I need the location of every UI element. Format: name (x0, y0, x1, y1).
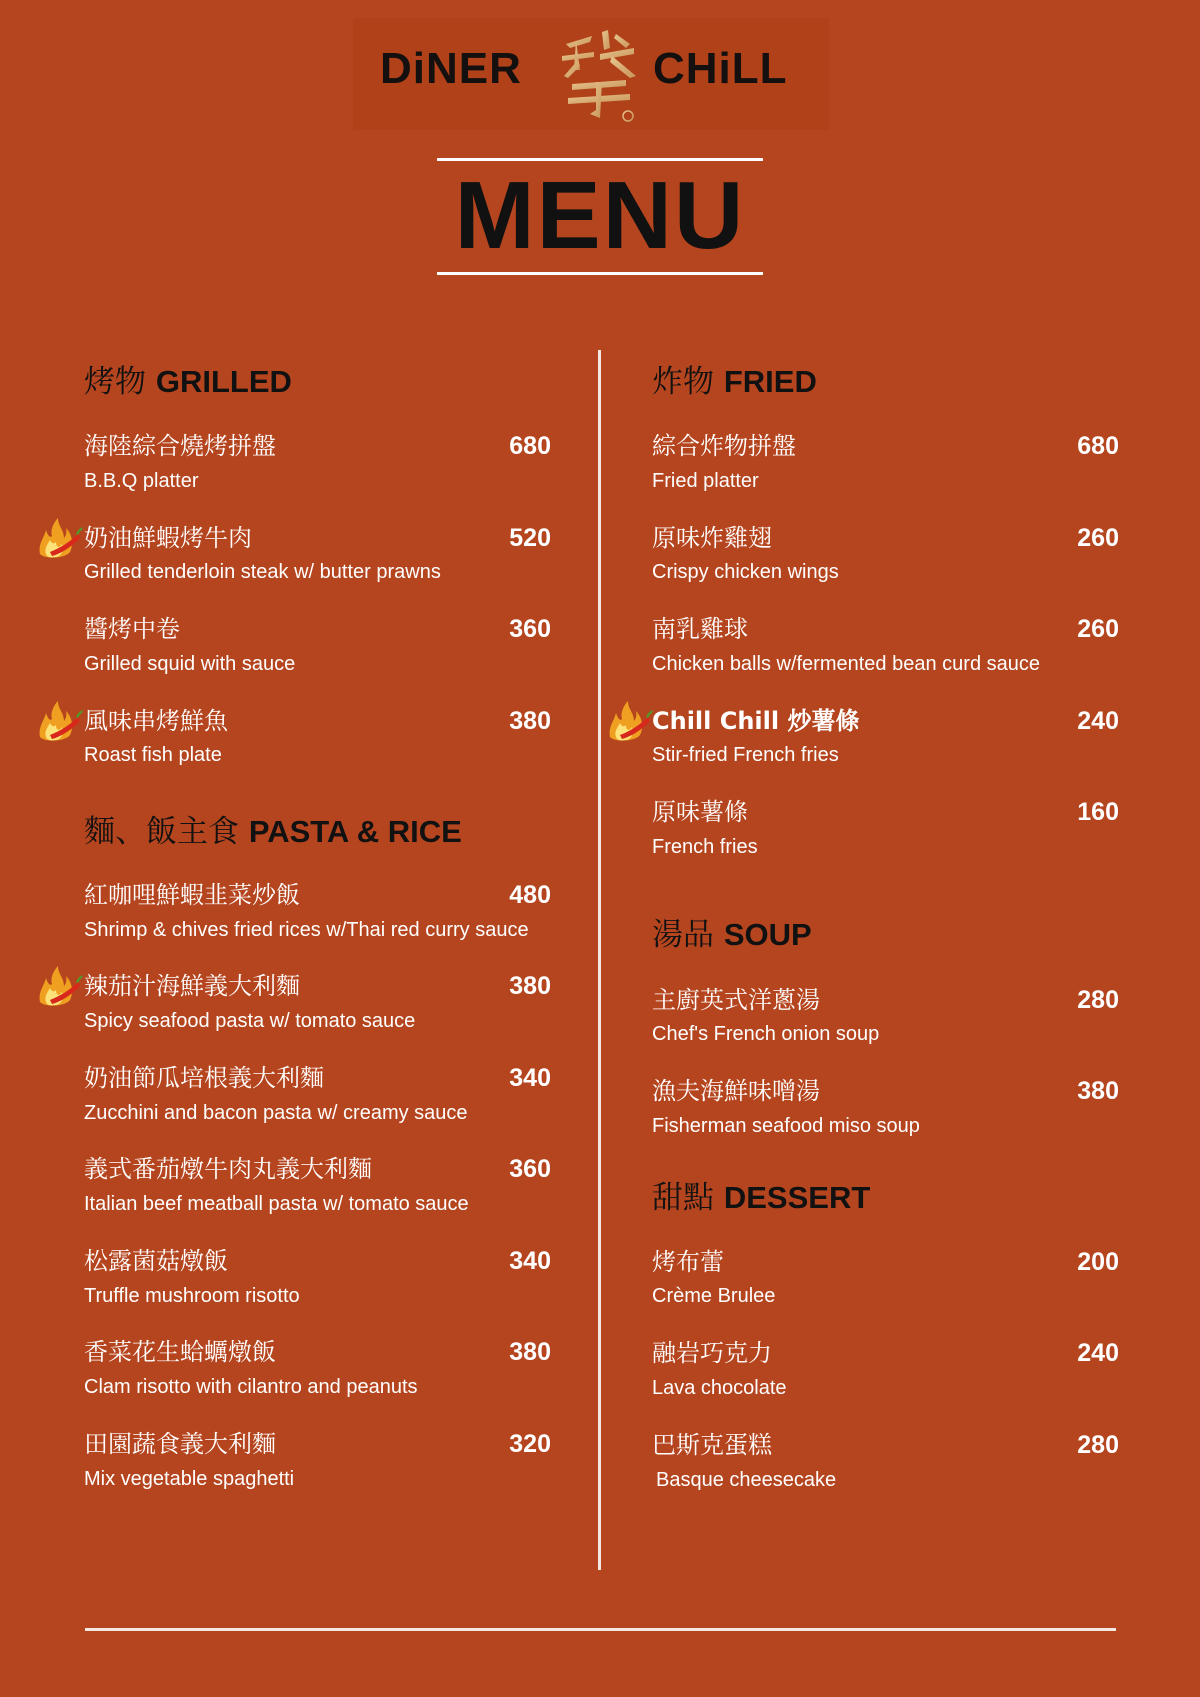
section-zh: 烤物 (84, 364, 146, 400)
section-heading-fried (652, 362, 817, 402)
item-price: 380 (509, 707, 551, 735)
item-name-zh: 醬烤中卷 (84, 615, 180, 643)
item-name-en: Grilled squid with sauce (84, 653, 296, 675)
item-name-en: Italian beef meatball pasta w/ tomato sauce (84, 1193, 469, 1215)
item-name-en: Mix vegetable spaghetti (84, 1468, 295, 1490)
section-heading-dessert (652, 1178, 870, 1218)
brand-name-right: CHiLL (653, 44, 788, 93)
item-name-zh: 紅咖哩鮮蝦韭菜炒飯 (84, 881, 300, 909)
title-top-rule (437, 158, 763, 161)
section-zh: 湯品 (652, 917, 714, 953)
item-name-zh: 原味炸雞翅 (652, 524, 772, 552)
item-price: 380 (1077, 1077, 1119, 1105)
item-price: 260 (1077, 524, 1119, 552)
item-price: 280 (1077, 986, 1119, 1014)
item-name-zh: 烤布蕾 (652, 1248, 724, 1276)
column-divider (598, 350, 601, 1570)
item-name-en: Fisherman seafood miso soup (652, 1115, 920, 1137)
item-name-zh: 巴斯克蛋糕 (652, 1431, 772, 1459)
item-name-zh: 南乳雞球 (652, 615, 748, 643)
item-price: 480 (509, 881, 551, 909)
item-name-zh: 奶油節瓜培根義大利麵 (84, 1064, 324, 1092)
item-name-en: Spicy seafood pasta w/ tomato sauce (84, 1010, 416, 1032)
section-en: DESSERT (723, 1180, 871, 1215)
item-price: 360 (509, 615, 551, 643)
item-name-zh: 辣茄汁海鮮義大利麵 (84, 972, 300, 1000)
item-price: 240 (1077, 1339, 1119, 1367)
item-name-zh: Chill Chill 炒薯條 (652, 707, 860, 735)
footer-rule (85, 1628, 1116, 1631)
item-name-zh: 綜合炸物拼盤 (652, 432, 796, 460)
item-name-en: Chicken balls w/fermented bean curd sauce (652, 653, 1040, 675)
item-price: 520 (509, 524, 551, 552)
flame-chili-icon (36, 962, 84, 1008)
item-price: 360 (509, 1155, 551, 1183)
item-name-en: Crispy chicken wings (652, 561, 839, 583)
item-name-en: Stir-fried French fries (652, 744, 839, 766)
item-price: 380 (509, 972, 551, 1000)
title-bottom-rule (437, 272, 763, 275)
item-name-en: French fries (652, 836, 758, 858)
item-price: 340 (509, 1064, 551, 1092)
page-title: MENU (454, 162, 746, 269)
section-en: PASTA & RICE (248, 814, 462, 849)
item-price: 280 (1077, 1431, 1119, 1459)
section-zh: 麵、飯主食 (84, 814, 239, 850)
item-name-zh: 奶油鮮蝦烤牛肉 (84, 524, 252, 552)
item-name-en: Basque cheesecake (656, 1469, 837, 1491)
flame-chili-icon (36, 697, 84, 743)
item-name-en: Roast fish plate (84, 744, 222, 766)
item-price: 240 (1077, 707, 1119, 735)
item-price: 380 (509, 1338, 551, 1366)
section-heading-grilled (84, 362, 292, 402)
item-price: 320 (509, 1430, 551, 1458)
item-name-zh: 海陸綜合燒烤拼盤 (84, 432, 276, 460)
section-zh: 甜點 (652, 1180, 714, 1216)
item-name-zh: 原味薯條 (652, 798, 748, 826)
section-heading-soup (652, 915, 812, 955)
flame-chili-icon (606, 697, 654, 743)
item-name-en: Truffle mushroom risotto (84, 1285, 300, 1307)
item-name-en: Grilled tenderloin steak w/ butter prawns (84, 561, 441, 583)
section-en: FRIED (723, 364, 817, 399)
item-name-en: Chef's French onion soup (652, 1023, 880, 1045)
item-name-en: Shrimp & chives fried rices w/Thai red curry sauce (84, 919, 529, 941)
flame-chili-icon (36, 514, 84, 560)
item-price: 340 (509, 1247, 551, 1275)
section-en: SOUP (723, 917, 812, 952)
item-name-zh: 主廚英式洋蔥湯 (652, 986, 820, 1014)
section-heading-pasta-rice (84, 812, 462, 852)
item-name-zh: 融岩巧克力 (652, 1339, 772, 1367)
item-price: 680 (509, 432, 551, 460)
item-price: 260 (1077, 615, 1119, 643)
item-name-en: Crème Brulee (652, 1285, 776, 1307)
item-name-zh: 義式番茄燉牛肉丸義大利麵 (84, 1155, 372, 1183)
item-name-zh: 田園蔬食義大利麵 (84, 1430, 276, 1458)
item-price: 680 (1077, 432, 1119, 460)
item-name-en: B.B.Q platter (84, 470, 199, 492)
brand-name-left: DiNER (380, 44, 522, 93)
item-name-en: Zucchini and bacon pasta w/ creamy sauce (84, 1102, 468, 1124)
item-name-zh: 松露菌菇燉飯 (84, 1247, 228, 1275)
item-price: 160 (1077, 798, 1119, 826)
section-en: GRILLED (155, 364, 292, 399)
item-price: 200 (1077, 1248, 1119, 1276)
item-name-zh: 風味串烤鮮魚 (84, 707, 228, 735)
item-name-zh: 漁夫海鮮味噌湯 (652, 1077, 820, 1105)
item-name-zh: 香菜花生蛤蠣燉飯 (84, 1338, 276, 1366)
section-zh: 炸物 (652, 364, 714, 400)
brand-emblem-icon (556, 26, 640, 124)
item-name-en: Clam risotto with cilantro and peanuts (84, 1376, 418, 1398)
item-name-en: Fried platter (652, 470, 759, 492)
item-name-en: Lava chocolate (652, 1377, 787, 1399)
